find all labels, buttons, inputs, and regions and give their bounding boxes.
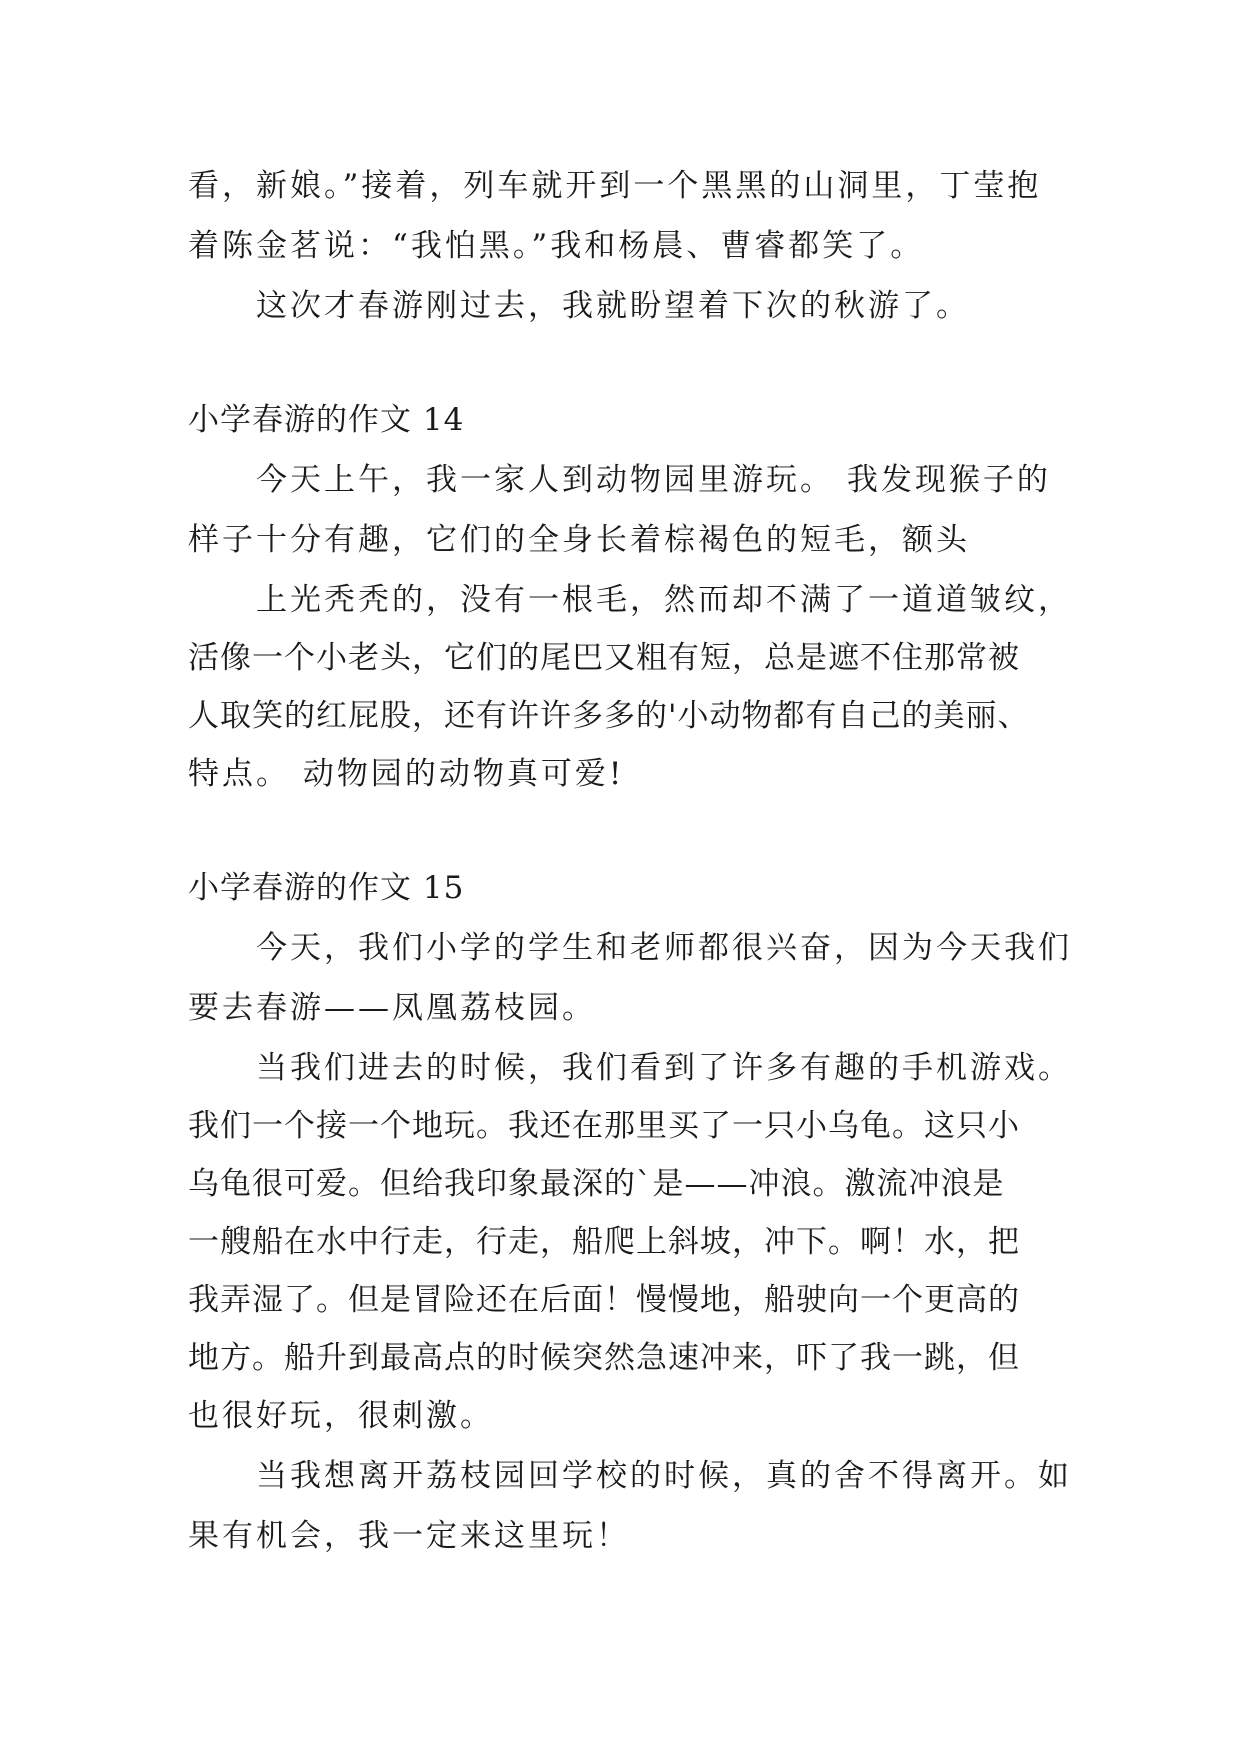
paragraph-line: 活像一个小老头，它们的尾巴又粗有短，总是遮不住那常被: [188, 640, 1020, 676]
paragraph-line: 果有机会，我一定来这里玩！: [188, 1518, 630, 1554]
section-heading: 小学春游的作文 14: [188, 402, 465, 438]
paragraph-line: 这次才春游刚过去，我就盼望着下次的秋游了。: [256, 288, 970, 324]
paragraph-line: 着陈金茗说：“我怕黑。”我和杨晨、曹睿都笑了。: [188, 228, 925, 264]
paragraph-line: 上光秃秃的，没有一根毛，然而却不满了一道道皱纹，: [256, 582, 1072, 618]
paragraph-line: 今天上午，我一家人到动物园里游玩。 我发现猴子的: [256, 462, 1051, 498]
paragraph-line: 地方。船升到最高点的时候突然急速冲来，吓了我一跳，但: [188, 1340, 1020, 1376]
paragraph-line: 要去春游——凤凰荔枝园。: [188, 990, 596, 1026]
paragraph-line: 人取笑的红屁股，还有许许多多的'小动物都有自己的美丽、: [188, 698, 1030, 734]
paragraph-line: 我弄湿了。但是冒险还在后面！慢慢地，船驶向一个更高的: [188, 1282, 1020, 1318]
paragraph-line: 当我想离开荔枝园回学校的时候，真的舍不得离开。如: [256, 1458, 1072, 1494]
paragraph-line: 样子十分有趣，它们的全身长着棕褐色的短毛，额头: [188, 522, 970, 558]
section-heading: 小学春游的作文 15: [188, 870, 465, 906]
paragraph-line: 当我们进去的时候，我们看到了许多有趣的手机游戏。: [256, 1050, 1072, 1086]
paragraph-line: 特点。 动物园的动物真可爱!: [188, 756, 625, 792]
paragraph-line: 我们一个接一个地玩。我还在那里买了一只小乌龟。这只小: [188, 1108, 1020, 1144]
paragraph-line: 乌龟很可爱。但给我印象最深的`是——冲浪。激流冲浪是: [188, 1166, 1005, 1202]
paragraph-line: 一艘船在水中行走，行走，船爬上斜坡，冲下。啊！水，把: [188, 1224, 1020, 1260]
paragraph-line: 看，新娘。”接着，列车就开到一个黑黑的山洞里，丁莹抱: [188, 168, 1042, 204]
paragraph-line: 今天，我们小学的学生和老师都很兴奋，因为今天我们: [256, 930, 1072, 966]
paragraph-line: 也很好玩，很刺激。: [188, 1398, 494, 1434]
